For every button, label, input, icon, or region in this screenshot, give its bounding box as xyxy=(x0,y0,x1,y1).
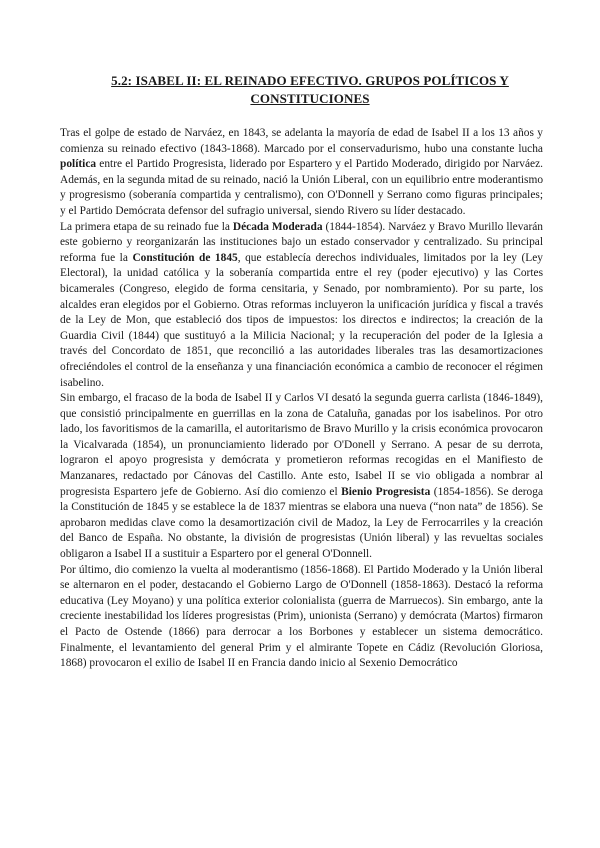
text-segment: entre el Partido Progresista, liderado por Espartero y el Partido Moderado, dirigido por Narváez. Además, en la segunda mitad de su reinado, nació la Unión Liberal, con un equilibrio entre moderantismo y progresismo (soberanía compartida y centralismo), con O'Donnell y Serrano como figuras principales; y el Partido Demócrata defensor del sufragio universal, siendo Rivero su líder destacado. xyxy=(60,158,544,217)
paragraph xyxy=(60,220,543,392)
text-segment: Por último, dio comienzo la vuelta al moderantismo (1856-1868). El Partido Moderado y la Unión liberal se alternaron en el poder, destacando el Gobierno Largo de O'Donnell (1858-1863). Destacó la reforma educativa (Ley Moyano) y una política exterior colonialista (guerra de Marruecos). Sin embargo, ante la creciente inestabilidad los líderes progresistas (Prim), unionista (Serrano) y demócrata (Martos) firmaron el Pacto de Ostende (1866) para derrocar a los Borbones y establecer un sistema democrático. Finalmente, el levantamiento del general Prim y el almirante Topete en Cádiz (Revolución Gloriosa, 1868) provocaron el exilio de Isabel II en Francia dando inicio al Sexenio Democrático xyxy=(60,563,543,670)
document-title: 5.2: ISABEL II: EL REINADO EFECTIVO. GRUPOS POLÍTICOS Y CONSTITUCIONES xyxy=(111,73,509,106)
text-segment: (1844-1854). Narváez y Bravo Murillo llevarán este gobierno y reorganizarán las instituciones bajo un estado conservador y centralizado. Su principal reforma fue la xyxy=(60,220,543,264)
text-segment: Tras el golpe de estado de Narváez, en 1843, se adelanta la mayoría de edad de Isabel II a los 13 años y comienza su reinado efectivo (1843-1868). Marcado por el conservadurismo, hubo una constante lucha xyxy=(60,127,543,155)
document-body xyxy=(60,126,543,672)
text-segment: (1854-1856). Se deroga la Constitución de 1845 y se establece la de 1837 mientras se elabora una nueva (“non nata” de 1856). Se aprobaron medidas clave como la desamortización civil de Madoz, la Ley de Ferrocarriles y la creación del Banco de España. No obstante, la división de progresistas (Unión liberal) y las revueltas sociales obligaron a Isabel II a sustituir a Espartero por el general O'Donnell. xyxy=(60,485,543,561)
text-segment: Sin embargo, el fracaso de la boda de Isabel II y Carlos VI desató la segunda guerra carlista (1846-1849), que consistió principalmente en guerrillas en la zona de Cataluña, ganadas por los isabelinos. Por otro lado, los favoritismos de la camarilla, el autoritarismo de Bravo Murillo y la crisis económica provocaron la Vicalvarada (1854), un pronunciamiento liderado por O'Donell y Serrano. A pesar de su derrota, lograron el apoyo progresista y demócrata y prometieron reformas recogidas en el Manifiesto de Manzanares, redactado por Cánovas del Castillo. Ante esto, Isabel II se vio obligada a nombrar al progresista Espartero jefe de Gobierno. Así dio comienzo el xyxy=(60,392,543,498)
bold-term: Bienio Progresista xyxy=(341,485,431,498)
bold-term: política xyxy=(60,158,97,171)
paragraph xyxy=(60,563,543,672)
text-segment: , que establecía derechos individuales, limitados por la ley (Ley Electoral), la unidad católica y la soberanía compartida entre el rey (poder ejecutivo) y las Cortes bicamerales (Congreso, elegido de forma censitaria, y Senado, por nombramiento). Por su parte, los alcaldes eran elegidos por el Gobierno. Otras reformas incluyeron la unificación jurídica y fiscal a través de la Ley de Mon, que estableció dos tipos de impuestos: los directos e indirectos; la creación de la Guardia Civil (1844) que sustituyó a la Milicia Nacional; y la recuperación del poder de la Iglesia a través del Concordato de 1851, que reconcilió a las autoridades liberales tras las desamortizaciones ofreciéndoles el control de la enseñanza y una financiación económica a cambio de reconocer el régimen isabelino. xyxy=(60,251,543,389)
paragraph xyxy=(60,126,543,220)
text-segment: La primera etapa de su reinado fue la xyxy=(60,220,233,233)
paragraph xyxy=(60,391,543,563)
bold-term: Década Moderada xyxy=(232,220,323,233)
bold-term: Constitución de 1845 xyxy=(132,251,238,264)
